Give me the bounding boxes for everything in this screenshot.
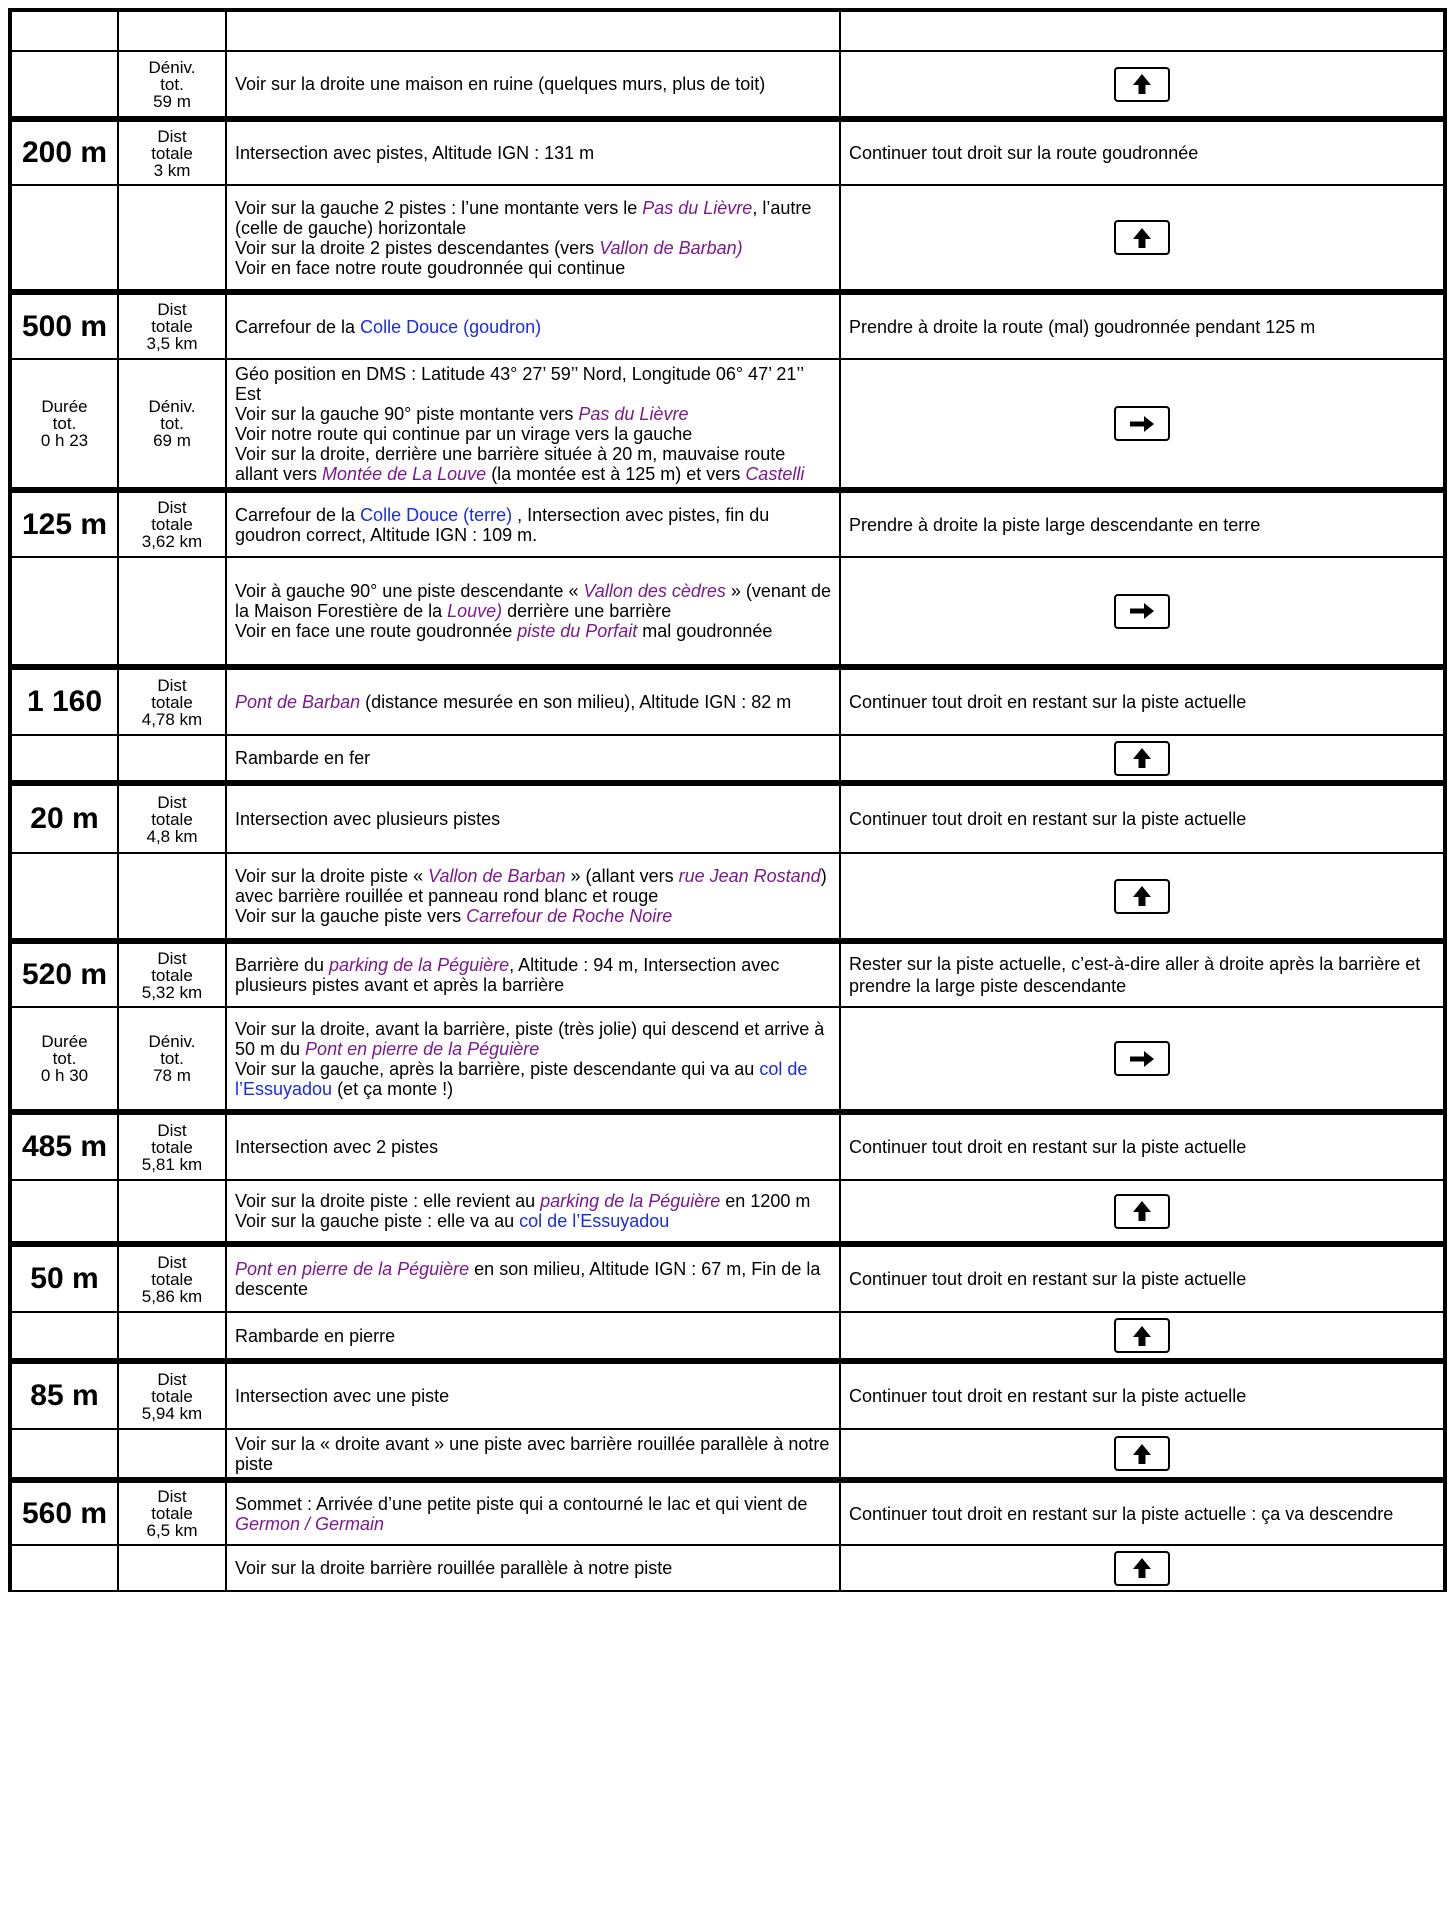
waypoint-description <box>227 1313 841 1360</box>
table-row <box>8 1360 1447 1430</box>
right-arrow-icon <box>1114 594 1170 629</box>
place-name: Pont de Barban <box>235 692 361 712</box>
description-text: Voir sur la « droite avant » une piste avec barrière rouillée parallèle à notre piste <box>235 1433 830 1474</box>
elevation-cell <box>119 558 227 666</box>
description-text: Barrière du <box>235 955 330 975</box>
table-row <box>8 1008 1447 1111</box>
total-distance: Dist totale 5,86 km <box>119 1243 227 1313</box>
table-row <box>8 940 1447 1008</box>
instruction-text: Continuer tout droit en restant sur la piste actuelle <box>841 1111 1447 1181</box>
segment-distance: 20 m <box>8 782 119 854</box>
waypoint-description <box>227 1546 841 1592</box>
up-arrow-icon <box>1114 67 1170 102</box>
place-name: rue Jean Rostand <box>678 866 821 886</box>
total-distance: Dist totale 5,94 km <box>119 1360 227 1430</box>
place-name: Pas du Lièvre <box>578 403 689 424</box>
waypoint-description <box>227 1008 841 1111</box>
elevation-cell <box>119 1313 227 1360</box>
up-arrow-icon <box>1114 1194 1170 1229</box>
duration-cell: Durée tot. 0 h 23 <box>8 360 119 489</box>
table-row <box>8 1243 1447 1313</box>
duration-cell <box>8 1430 119 1479</box>
instruction-text: Continuer tout droit en restant sur la piste actuelle <box>841 666 1447 736</box>
description-text: Voir sur la gauche, après la barrière, piste descendante qui va au <box>235 1058 760 1079</box>
direction-cell <box>841 1181 1447 1243</box>
elevation-cell <box>119 1430 227 1479</box>
up-arrow-icon <box>1114 220 1170 255</box>
instruction-text: Rester sur la piste actuelle, c’est-à-dire aller à droite après la barrière et prendre la large piste descendante <box>841 940 1447 1008</box>
segment-distance: 560 m <box>8 1479 119 1546</box>
elevation-cell <box>119 1181 227 1243</box>
instruction-text: Continuer tout droit en restant sur la piste actuelle <box>841 1243 1447 1313</box>
place-name: Louve) <box>447 601 503 621</box>
right-arrow-icon <box>1114 1041 1170 1076</box>
up-arrow-icon <box>1114 879 1170 914</box>
duration-cell <box>8 186 119 291</box>
instruction-text: Prendre à droite la piste large descendante en terre <box>841 489 1447 558</box>
table-row <box>8 118 1447 186</box>
table-row <box>8 186 1447 291</box>
table-row <box>8 1430 1447 1479</box>
elevation-cell: Déniv. tot. 78 m <box>119 1008 227 1111</box>
description-text: Carrefour de la <box>235 504 361 525</box>
waypoint-description <box>227 1430 841 1479</box>
description-text: Intersection avec 2 pistes <box>235 1137 439 1157</box>
instruction-text: Continuer tout droit en restant sur la piste actuelle : ça va descendre <box>841 1479 1447 1546</box>
direction-cell <box>841 558 1447 666</box>
table-row <box>8 1546 1447 1592</box>
direction-cell <box>841 360 1447 489</box>
segment-distance: 50 m <box>8 1243 119 1313</box>
place-name: Pont en pierre de la Péguière <box>305 1038 540 1059</box>
table-row <box>8 1181 1447 1243</box>
table-row <box>8 1479 1447 1546</box>
elevation-cell <box>119 854 227 940</box>
waypoint-description <box>227 558 841 666</box>
description-text: Rambarde en pierre <box>235 1325 396 1346</box>
waypoint-description <box>227 736 841 782</box>
duration-cell <box>8 558 119 666</box>
segment-distance: 1 160 <box>8 666 119 736</box>
waypoint-description <box>227 186 841 291</box>
description-text: (distance mesurée en son milieu), Altitude IGN : 82 m <box>360 692 792 712</box>
duration-cell <box>8 854 119 940</box>
place-name: Germon / Germain <box>235 1513 385 1534</box>
duration-cell <box>8 736 119 782</box>
waypoint-description <box>227 8 841 52</box>
place-name: piste du Porfait <box>517 621 638 641</box>
description-text: Intersection avec pistes, Altitude IGN : 131 m <box>235 143 595 163</box>
segment-distance: 200 m <box>8 118 119 186</box>
segment-distance: 85 m <box>8 1360 119 1430</box>
instruction-text: Continuer tout droit en restant sur la piste actuelle <box>841 1360 1447 1430</box>
place-name: Vallon de Barban <box>428 866 566 886</box>
total-distance: Dist totale 5,32 km <box>119 940 227 1008</box>
waypoint-description <box>227 1360 841 1430</box>
duration-cell <box>8 1181 119 1243</box>
table-row <box>8 736 1447 782</box>
duration-cell: Durée tot. 0 h 30 <box>8 1008 119 1111</box>
duration-cell <box>8 8 119 52</box>
direction-cell <box>841 52 1447 118</box>
direction-cell <box>841 1008 1447 1111</box>
total-distance: Dist totale 6,5 km <box>119 1479 227 1546</box>
instruction-text: Prendre à droite la route (mal) goudronnée pendant 125 m <box>841 291 1447 360</box>
description-text: Voir à gauche 90° une piste descendante « <box>235 581 584 601</box>
waypoint-description <box>227 1111 841 1181</box>
place-name: parking de la Péguière <box>540 1191 721 1211</box>
table-row <box>8 1313 1447 1360</box>
description-text: Voir sur la droite piste « <box>235 866 429 886</box>
description-text: derrière une barrière Voir en face une route goudronnée <box>235 601 672 641</box>
total-distance: Dist totale 4,8 km <box>119 782 227 854</box>
elevation-cell <box>119 736 227 782</box>
description-text: Voir sur la droite une maison en ruine (quelques murs, plus de toit) <box>235 74 766 94</box>
waypoint-description <box>227 666 841 736</box>
up-arrow-icon <box>1114 1436 1170 1471</box>
up-arrow-icon <box>1114 1551 1170 1586</box>
elevation-cell: Déniv. tot. 59 m <box>119 52 227 118</box>
duration-cell <box>8 52 119 118</box>
waypoint-description <box>227 118 841 186</box>
table-row <box>8 291 1447 360</box>
description-text: en son milieu, Altitude IGN : 67 m, Fin de la descente <box>235 1259 821 1299</box>
elevation-cell <box>119 8 227 52</box>
segment-distance: 500 m <box>8 291 119 360</box>
description-text: » (venant de la Maison Forestière de la <box>235 581 831 621</box>
description-text: Carrefour de la <box>235 316 361 337</box>
description-text: » (allant vers <box>565 866 679 886</box>
description-text: en 1200 m Voir sur la gauche piste : elle va au <box>235 1191 811 1231</box>
direction-cell <box>841 854 1447 940</box>
description-text: Voir en face notre route goudronnée qui continue <box>235 257 626 278</box>
place-name: col de l’Essuyadou <box>519 1211 670 1231</box>
segment-distance: 520 m <box>8 940 119 1008</box>
description-text: Voir sur la droite piste : elle revient au <box>235 1191 541 1211</box>
place-name: Pas du Lièvre <box>642 197 753 218</box>
description-text: , Altitude : 94 m, Intersection avec plusieurs pistes avant et après la barrière <box>235 955 780 995</box>
table-row <box>8 854 1447 940</box>
instruction-text: Continuer tout droit en restant sur la piste actuelle <box>841 782 1447 854</box>
description-text: (la montée est à 125 m) et vers <box>486 463 746 484</box>
description-text: Sommet : Arrivée d’une petite piste qui a contourné le lac et qui vient de <box>235 1493 808 1514</box>
description-text: Voir sur la droite, avant la barrière, piste (très jolie) qui descend et arrive à 50 m du <box>235 1018 825 1059</box>
waypoint-description <box>227 291 841 360</box>
table-row <box>8 558 1447 666</box>
direction-cell <box>841 736 1447 782</box>
waypoint-description <box>227 489 841 558</box>
table-row <box>8 8 1447 52</box>
description-text: Intersection avec une piste <box>235 1386 450 1406</box>
direction-cell <box>841 186 1447 291</box>
segment-distance: 125 m <box>8 489 119 558</box>
table-row <box>8 782 1447 854</box>
waypoint-description <box>227 1479 841 1546</box>
place-name: Carrefour de Roche Noire <box>466 906 673 926</box>
duration-cell <box>8 1546 119 1592</box>
description-text: Voir sur la droite barrière rouillée parallèle à notre piste <box>235 1558 673 1578</box>
direction-cell <box>841 1546 1447 1592</box>
total-distance: Dist totale 5,81 km <box>119 1111 227 1181</box>
waypoint-description <box>227 940 841 1008</box>
total-distance: Dist totale 3 km <box>119 118 227 186</box>
description-text: , Intersection avec pistes, fin du goudron correct, Altitude IGN : 109 m. <box>235 504 770 545</box>
description-text: Rambarde en fer <box>235 748 371 768</box>
table-row <box>8 52 1447 118</box>
segment-distance: 485 m <box>8 1111 119 1181</box>
waypoint-description <box>227 1243 841 1313</box>
instruction-text <box>841 8 1447 52</box>
direction-cell <box>841 1313 1447 1360</box>
waypoint-description <box>227 52 841 118</box>
description-text: Voir sur la gauche 2 pistes : l’une montante vers le <box>235 197 643 218</box>
direction-cell <box>841 1430 1447 1479</box>
instruction-text: Continuer tout droit sur la route goudronnée <box>841 118 1447 186</box>
waypoint-description <box>227 1181 841 1243</box>
description-text: ) avec barrière rouillée et panneau rond blanc et rouge Voir sur la gauche piste vers <box>235 866 827 926</box>
total-distance: Dist totale 3,5 km <box>119 291 227 360</box>
description-text: Géo position en DMS : Latitude 43° 27’ 59’’ Nord, Longitude 06° 47’ 21’’ Est Voir sur la gauche 90° piste montante vers <box>235 363 804 424</box>
place-name: Castelli <box>745 463 805 484</box>
place-name: Colle Douce (terre) <box>360 504 518 525</box>
description-text: (et ça monte !) <box>332 1078 454 1099</box>
waypoint-description <box>227 360 841 489</box>
total-distance: Dist totale 4,78 km <box>119 666 227 736</box>
total-distance: Dist totale 3,62 km <box>119 489 227 558</box>
up-arrow-icon <box>1114 1318 1170 1353</box>
description-text: Voir notre route qui continue par un virage vers la gauche Voir sur la droite, derrière une barrière située à 20 m, mauvaise route allant vers <box>235 423 786 484</box>
place-name: Pont en pierre de la Péguière <box>235 1259 470 1279</box>
elevation-cell <box>119 186 227 291</box>
waypoint-description <box>227 782 841 854</box>
up-arrow-icon <box>1114 741 1170 776</box>
duration-cell <box>8 1313 119 1360</box>
place-name: Colle Douce (goudron) <box>360 316 542 337</box>
place-name: col de l’Essuyadou <box>235 1058 808 1099</box>
description-text: mal goudronnée <box>637 621 773 641</box>
right-arrow-icon <box>1114 406 1170 441</box>
place-name: Vallon de Barban) <box>599 237 743 258</box>
table-row <box>8 360 1447 489</box>
description-text: Intersection avec plusieurs pistes <box>235 809 501 829</box>
description-text: , l’autre (celle de gauche) horizontale Voir sur la droite 2 pistes descendantes (vers <box>235 197 812 258</box>
elevation-cell <box>119 1546 227 1592</box>
table-row <box>8 489 1447 558</box>
waypoint-description <box>227 854 841 940</box>
elevation-cell: Déniv. tot. 69 m <box>119 360 227 489</box>
place-name: Vallon des cèdres <box>583 581 726 601</box>
place-name: parking de la Péguière <box>329 955 510 975</box>
table-row <box>8 1111 1447 1181</box>
place-name: Montée de La Louve <box>322 463 487 484</box>
table-row <box>8 666 1447 736</box>
